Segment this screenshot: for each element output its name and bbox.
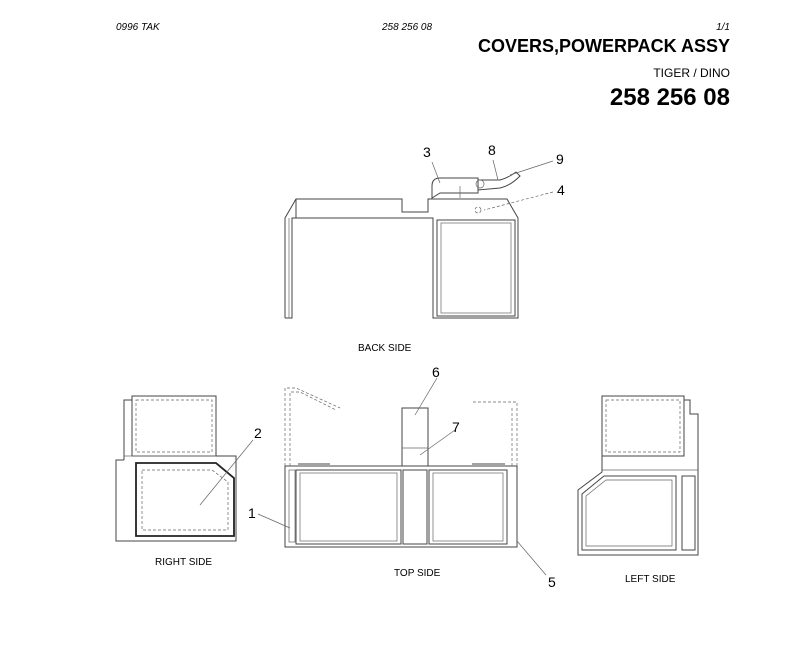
callout-3: 3 — [423, 144, 431, 160]
top-side-label: TOP SIDE — [394, 568, 441, 579]
back-side-view — [285, 172, 520, 318]
document-code: 0996 TAK — [116, 22, 160, 33]
right-side-label: RIGHT SIDE — [155, 557, 213, 568]
drawing-subtitle: TIGER / DINO — [653, 66, 730, 80]
right-side-view — [116, 396, 236, 541]
callout-2: 2 — [254, 425, 262, 441]
left-side-view — [578, 396, 698, 555]
part-number-large: 258 256 08 — [609, 84, 730, 111]
callout-1: 1 — [248, 505, 256, 521]
callout-5: 5 — [548, 574, 556, 590]
callout-6: 6 — [432, 364, 440, 380]
left-side-label: LEFT SIDE — [625, 574, 676, 585]
top-side-view — [285, 388, 517, 547]
drawing-title: COVERS,POWERPACK ASSY — [477, 36, 730, 56]
back-side-label: BACK SIDE — [358, 343, 412, 354]
callout-4: 4 — [557, 182, 565, 198]
callout-8: 8 — [488, 142, 496, 158]
sheet-number: 1/1 — [716, 22, 730, 33]
callout-9: 9 — [556, 151, 564, 167]
callout-7: 7 — [452, 419, 460, 435]
part-number-header: 258 256 08 — [382, 22, 433, 33]
